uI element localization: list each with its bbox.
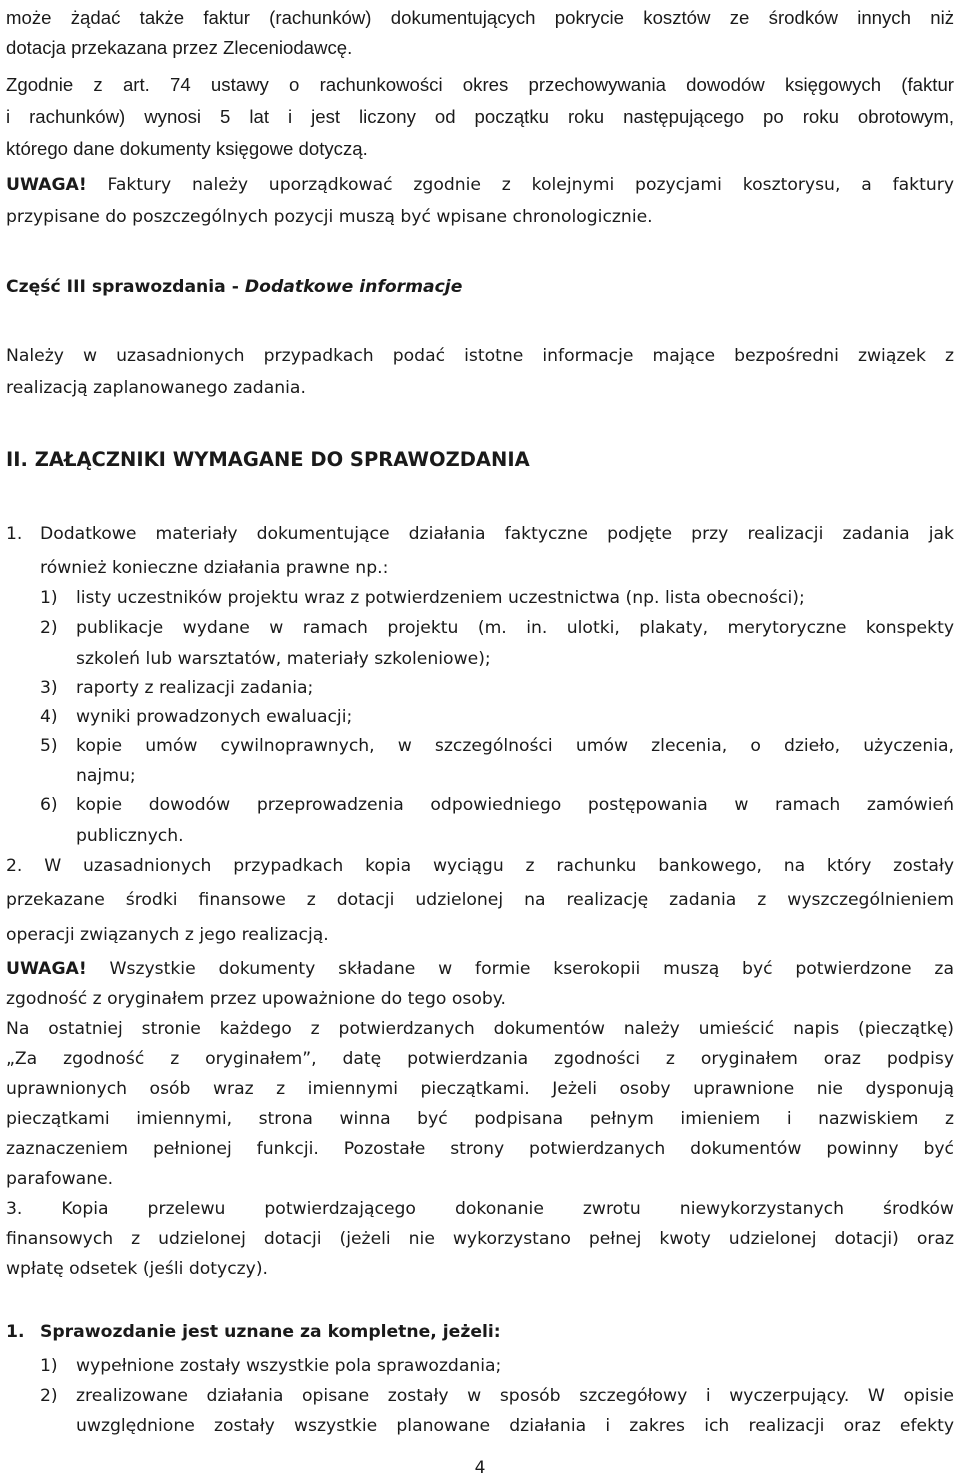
list-item: Dodatkowe materiały dokumentujące działania faktyczne podjęte przy realizacji zadania jak [40,524,954,544]
warning-line: przypisane do poszczególnych pozycji muszą być wpisane chronologicznie. [6,207,653,227]
paragraph-line: Zgodnie z art. 74 ustawy o rachunkowości okres przechowywania dowodów księgowych (faktur [6,74,954,95]
list-item: wpłatę odsetek (jeśli dotyczy). [6,1259,269,1279]
paragraph-line: Na ostatniej stronie każdego z potwierdzanych dokumentów należy umieścić napis (pieczątkę) [6,1019,954,1039]
sub-item: raporty z realizacji zadania; [76,678,314,698]
sub-item: kopie dowodów przeprowadzenia odpowiedniego postępowania w ramach zamówień [76,795,954,815]
sub-item: zrealizowane działania opisane zostały w sposób szczegółowy i wyczerpujący. W opisie [76,1386,954,1406]
list-item: również konieczne działania prawne np.: [40,558,389,578]
list-item: 3. Kopia przelewu potwierdzającego dokonanie zwrotu niewykorzystanych środków [6,1199,954,1219]
list-item: operacji związanych z jego realizacją. [6,925,329,945]
warning-line: zgodność z oryginałem przez upoważnione do tego osoby. [6,989,506,1009]
warning-line: UWAGA! Wszystkie dokumenty składane w formie kserokopii muszą być potwierdzone za [6,959,954,979]
paragraph-line: i rachunków) wynosi 5 lat i jest liczony od początku roku następującego po roku obrotowym, [6,106,954,127]
paragraph-line: może żądać także faktur (rachunków) dokumentujących pokrycie kosztów ze środków innych niż [6,7,954,28]
warning-label: UWAGA! [6,959,87,979]
paragraph-line: którego dane dokumenty księgowe dotyczą. [6,138,368,159]
sub-item: wypełnione zostały wszystkie pola sprawozdania; [76,1356,502,1376]
sub-number: 2) [40,1386,58,1406]
sub-item: kopie umów cywilnoprawnych, w szczególności umów zlecenia, o dzieło, użyczenia, [76,736,954,756]
page-number: 4 [474,1458,486,1478]
sub-number: 5) [40,736,58,756]
warning-label: UWAGA! [6,175,87,195]
sub-item: uwzględnione zostały wszystkie planowane działania i zakres ich realizacji oraz efekty [76,1416,954,1436]
paragraph-line: „Za zgodność z oryginałem”, datę potwierdzania zgodności z oryginałem oraz podpisy [6,1049,954,1069]
list-number: 1. [6,524,23,544]
warning-line: UWAGA! Faktury należy uporządkować zgodnie z kolejnymi pozycjami kosztorysu, a faktury [6,175,954,195]
list-item: finansowych z udzielonej dotacji (jeżeli nie wykorzystano pełnej kwoty udzielonej dotacji) oraz [6,1229,954,1249]
sub-number: 6) [40,795,58,815]
sub-item: listy uczestników projektu wraz z potwierdzeniem uczestnictwa (np. lista obecności); [76,588,805,608]
sub-number: 4) [40,707,58,727]
paragraph-line: pieczątkami imiennymi, strona winna być podpisana pełnym imieniem i nazwiskiem z [6,1109,954,1129]
section-heading: II. ZAŁĄCZNIKI WYMAGANE DO SPRAWOZDANIA [6,448,530,471]
sub-number: 1) [40,1356,58,1376]
section-heading: Część III sprawozdania - Dodatkowe informacje [6,277,463,297]
paragraph-line: Należy w uzasadnionych przypadkach podać istotne informacje mające bezpośredni związek z [6,346,954,366]
sub-item: szkoleń lub warsztatów, materiały szkoleniowe); [76,649,491,669]
sub-number: 3) [40,678,58,698]
sub-item: publikacje wydane w ramach projektu (m. in. ulotki, plakaty, merytoryczne konspekty [76,618,954,638]
paragraph-line: uprawnionych osób wraz z imiennymi pieczątkami. Jeżeli osoby uprawnione nie dysponują [6,1079,954,1099]
paragraph-line: realizacją zaplanowanego zadania. [6,378,306,398]
sub-number: 1) [40,588,58,608]
sub-item: publicznych. [76,826,184,846]
list-number: 1. [6,1322,25,1342]
paragraph-line: parafowane. [6,1169,114,1189]
sub-item: najmu; [76,766,136,786]
sub-item: wyniki prowadzonych ewaluacji; [76,707,353,727]
paragraph-line: dotacja przekazana przez Zleceniodawcę. [6,37,353,58]
sub-number: 2) [40,618,58,638]
list-item: przekazane środki finansowe z dotacji udzielonej na realizację zadania z wyszczególnieniem [6,890,954,910]
paragraph-line: zaznaczeniem pełnionej funkcji. Pozostałe strony potwierdzanych dokumentów powinny być [6,1139,954,1159]
list-item: 2. W uzasadnionych przypadkach kopia wyciągu z rachunku bankowego, na który zostały [6,856,954,876]
section-heading: Sprawozdanie jest uznane za kompletne, jeżeli: [40,1322,501,1342]
